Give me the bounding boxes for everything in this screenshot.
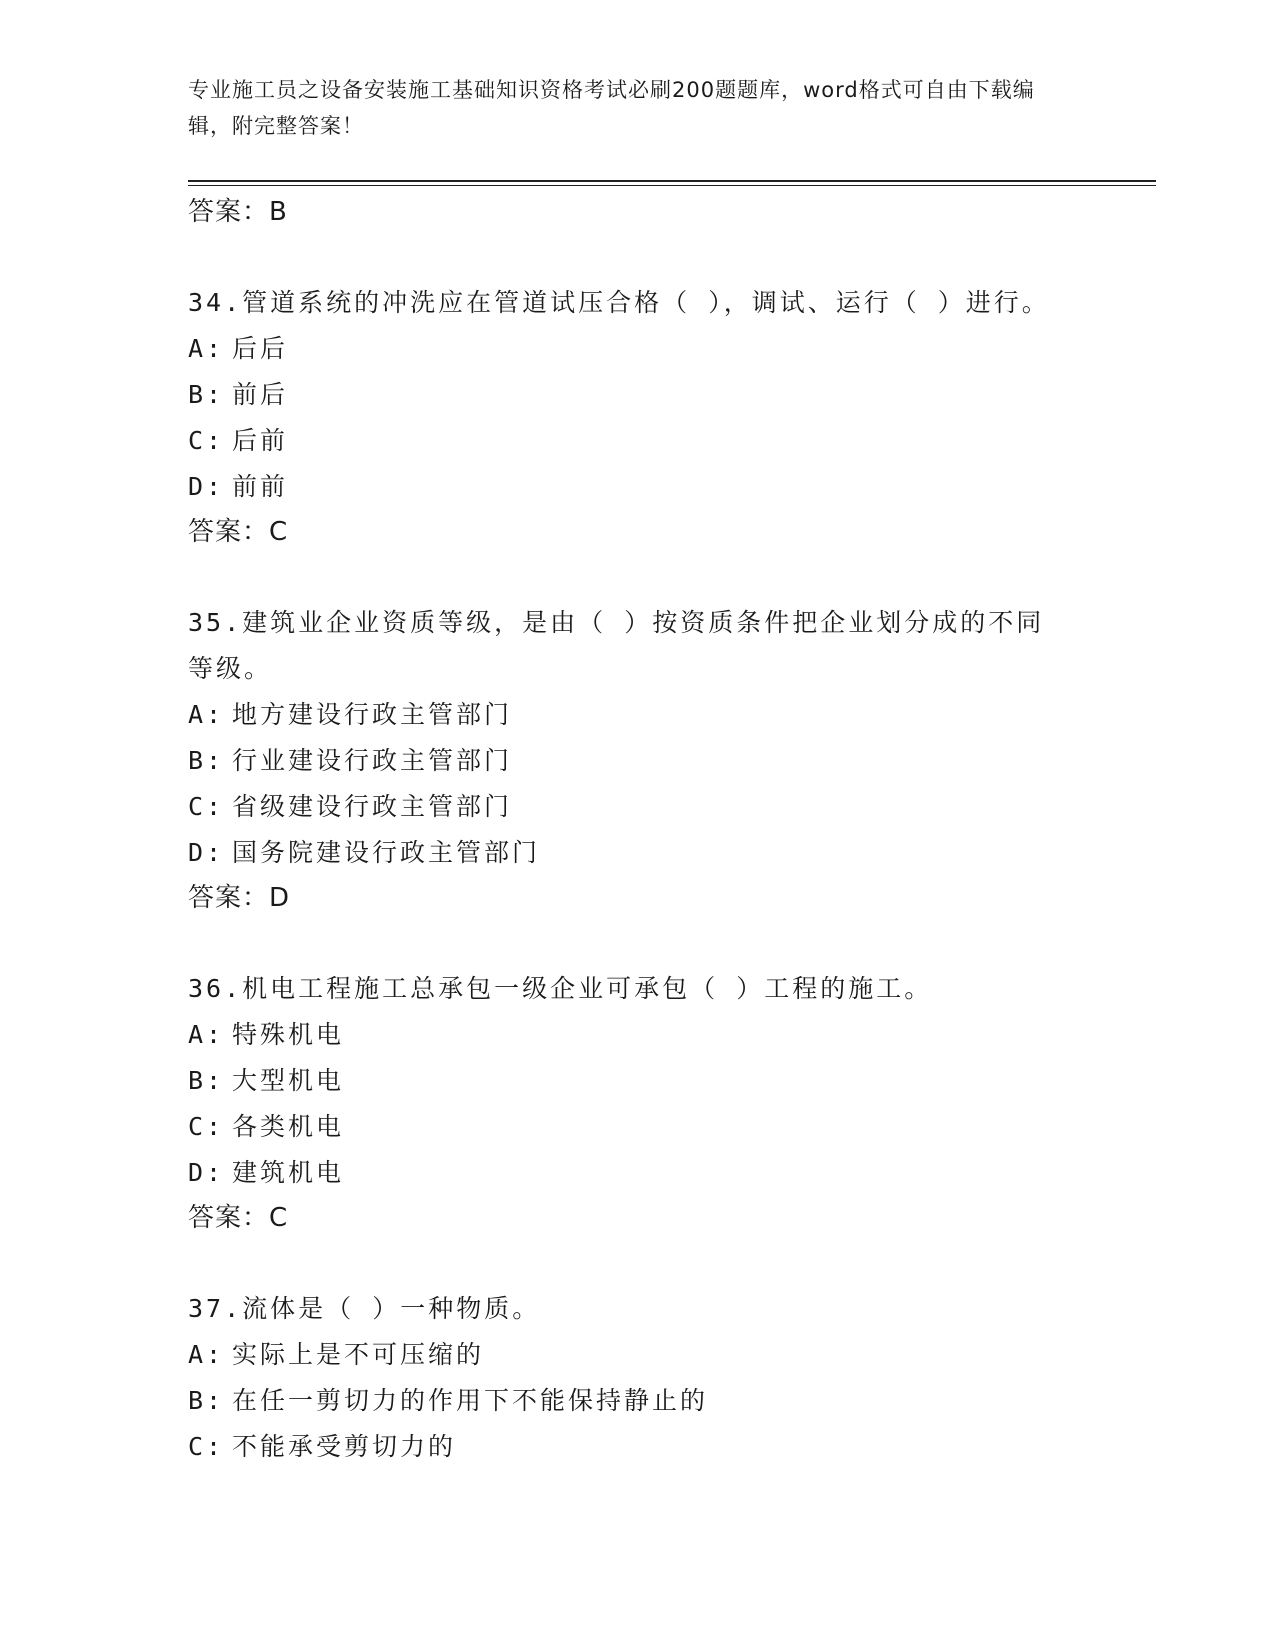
option-a xyxy=(188,1332,1088,1378)
option-text: 前后 xyxy=(232,380,289,409)
header-text: 专业施工员之设备安装施工基础知识资格考试必刷200题题库，word格式可自由下载编辑，附完整答案！ xyxy=(188,78,1035,138)
question-stem xyxy=(188,966,1068,1012)
option-b xyxy=(188,1058,1088,1104)
question-number: 35. xyxy=(188,608,243,637)
answer xyxy=(188,1196,1088,1240)
answer-label: 答案： xyxy=(188,197,270,227)
question-34 xyxy=(188,280,1088,554)
option-text: 在任一剪切力的作用下不能保持静止的 xyxy=(232,1386,709,1415)
question-stem xyxy=(188,280,1068,326)
answer-value: D xyxy=(269,883,291,913)
option-text: 各类机电 xyxy=(232,1112,345,1141)
option-text: 建筑机电 xyxy=(232,1158,345,1187)
option-b xyxy=(188,1378,1088,1424)
option-letter: D: xyxy=(188,838,225,867)
option-text: 特殊机电 xyxy=(232,1020,345,1049)
option-text: 后后 xyxy=(232,334,289,363)
option-text: 省级建设行政主管部门 xyxy=(232,792,513,821)
header-divider-thin xyxy=(188,185,1156,186)
option-a xyxy=(188,326,1088,372)
option-c xyxy=(188,784,1088,830)
option-letter: B: xyxy=(188,746,225,775)
option-letter: B: xyxy=(188,1066,225,1095)
answer xyxy=(188,876,1088,920)
option-letter: D: xyxy=(188,472,225,501)
question-36 xyxy=(188,966,1088,1240)
option-b xyxy=(188,738,1088,784)
option-c xyxy=(188,1104,1088,1150)
option-letter: C: xyxy=(188,792,225,821)
answer xyxy=(188,510,1088,554)
option-a xyxy=(188,692,1088,738)
option-b xyxy=(188,372,1088,418)
option-letter: D: xyxy=(188,1158,225,1187)
option-a xyxy=(188,1012,1088,1058)
previous-answer xyxy=(188,190,1088,234)
answer-label: 答案： xyxy=(188,517,270,547)
option-letter: A: xyxy=(188,334,225,363)
question-37 xyxy=(188,1286,1088,1470)
question-stem xyxy=(188,600,1068,692)
option-d xyxy=(188,464,1088,510)
option-letter: A: xyxy=(188,1340,225,1369)
option-text: 国务院建设行政主管部门 xyxy=(232,838,541,867)
option-c xyxy=(188,1424,1088,1470)
option-text: 实际上是不可压缩的 xyxy=(232,1340,485,1369)
option-letter: C: xyxy=(188,1432,225,1461)
option-text: 后前 xyxy=(232,426,289,455)
option-text: 前前 xyxy=(232,472,289,501)
option-text: 地方建设行政主管部门 xyxy=(232,700,513,729)
answer-value: C xyxy=(269,517,289,547)
question-text: 建筑业企业资质等级，是由（ ）按资质条件把企业划分成的不同等级。 xyxy=(188,608,1045,683)
question-text: 机电工程施工总承包一级企业可承包（ ）工程的施工。 xyxy=(242,974,933,1003)
answer-value: B xyxy=(269,197,288,227)
question-list xyxy=(188,190,1088,1470)
option-letter: B: xyxy=(188,380,225,409)
question-number: 34. xyxy=(188,288,243,317)
question-number: 36. xyxy=(188,974,243,1003)
question-number: 37. xyxy=(188,1294,243,1323)
option-text: 大型机电 xyxy=(232,1066,345,1095)
option-d xyxy=(188,1150,1088,1196)
option-letter: A: xyxy=(188,700,225,729)
option-letter: B: xyxy=(188,1386,225,1415)
option-letter: A: xyxy=(188,1020,225,1049)
option-letter: C: xyxy=(188,1112,225,1141)
question-text: 流体是（ ）一种物质。 xyxy=(242,1294,541,1323)
document-header xyxy=(188,72,1068,144)
answer-label: 答案： xyxy=(188,883,270,913)
option-c xyxy=(188,418,1088,464)
option-text: 不能承受剪切力的 xyxy=(232,1432,457,1461)
option-text: 行业建设行政主管部门 xyxy=(232,746,513,775)
question-stem xyxy=(188,1286,1068,1332)
option-d xyxy=(188,830,1088,876)
answer-value: C xyxy=(269,1203,289,1233)
question-text: 管道系统的冲洗应在管道试压合格（ ），调试、运行（ ）进行。 xyxy=(242,288,1050,317)
question-35 xyxy=(188,600,1088,920)
answer-label: 答案： xyxy=(188,1203,270,1233)
header-divider-thick xyxy=(188,180,1156,182)
option-letter: C: xyxy=(188,426,225,455)
